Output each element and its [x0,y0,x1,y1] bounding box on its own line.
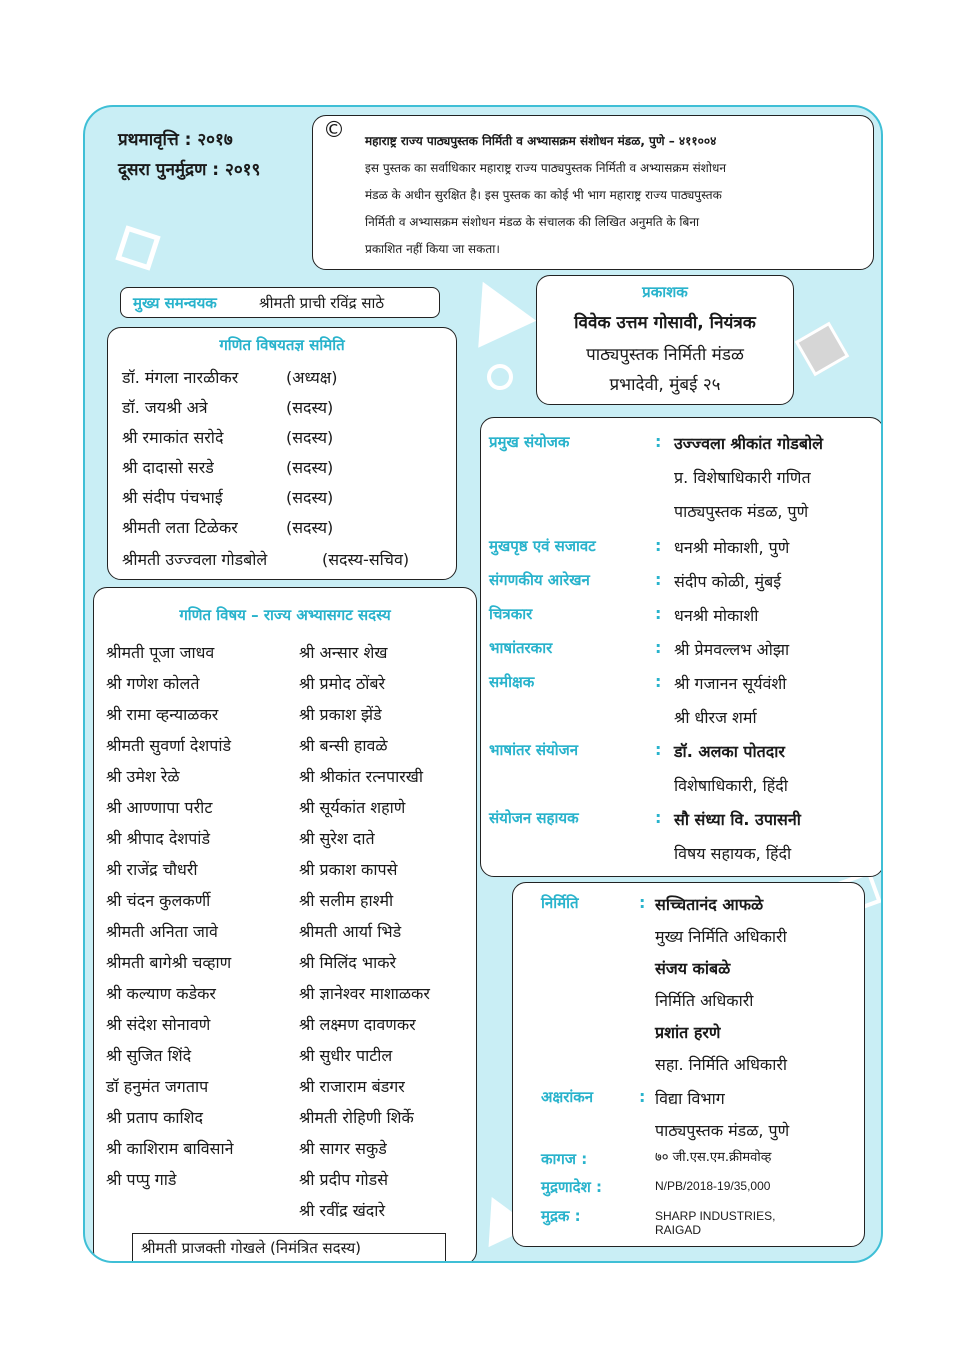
publisher-heading: प्रकाशक [642,283,688,301]
chief-convener-title: प्र. विशेषाधिकारी गणित [674,468,811,487]
study-group-member: श्री लक्ष्मण दावणकर [299,1015,416,1034]
committee-member-name: डॉ. जयश्री अत्रे [122,398,208,417]
invited-member-box [132,1233,446,1263]
study-group-member: श्री रवींद्र खंदारे [299,1201,385,1220]
study-group-member: श्रीमती पूजा जाधव [106,643,215,662]
production-title-3: सहा. निर्मिति अधिकारी [655,1055,788,1074]
page-frame [83,105,883,1263]
study-group-member: श्री कल्याण कडेकर [106,984,216,1003]
committee-box [107,327,457,580]
study-group-member: श्री सलीम हाश्मी [299,891,394,910]
decor-circle-center [487,364,513,390]
production-name-2: संजय कांबळे [655,959,731,978]
copyright-heading: महाराष्ट्र राज्य पाठ्यपुस्तक निर्मिती व अभ्यासक्रम संशोधन मंडळ, पुणे – ४११००४ [365,134,717,148]
chief-convener-org: पाठ्यपुस्तक मंडळ, पुणे [674,502,809,521]
translation-convener-title: विशेषाधिकारी, हिंदी [674,776,788,795]
invited-member: श्रीमती प्राजक्ती गोखले (निमंत्रित सदस्य) [141,1239,362,1257]
copyright-symbol: © [323,118,345,143]
committee-heading: गणित विषयतज्ञ समिति [219,336,345,354]
committee-member-name: श्रीमती उज्ज्वला गोडबोले [122,550,268,569]
study-group-member: श्री प्रकाश झेंडे [299,705,382,724]
publisher-name: विवेक उत्तम गोसावी, नियंत्रक [574,313,756,333]
typeset-value-2: पाठ्यपुस्तक मंडळ, पुणे [655,1121,790,1140]
study-group-member: श्री श्रीकांत रत्नपारखी [299,767,424,786]
copyright-line-3: निर्मिती व अभ्यासक्रम संशोधन मंडळ के संचालक की लिखित अनुमति के बिना [365,215,700,229]
committee-member-name: श्री दादासो सरडे [122,458,214,477]
study-group-member: श्री सुधीर पाटील [299,1046,393,1065]
committee-member-name: श्री रमाकांत सरोदे [122,428,224,447]
study-group-member: श्री अन्सार शेख [299,643,388,662]
illustrator-value: धनश्री मोकाशी [674,606,759,625]
production-box [512,882,865,1247]
production-title-1: मुख्य निर्मिति अधिकारी [655,927,787,946]
print-order-value: N/PB/2018-19/35,000 [655,1179,771,1193]
study-group-member: श्रीमती बागेश्री चव्हाण [106,953,232,972]
credits-colon: : [655,638,662,657]
publisher-box [536,275,794,405]
committee-member-name: डॉ. मंगला नारळीकर [122,368,239,387]
credits-colon: : [655,536,662,555]
production-colon: : [639,1087,646,1106]
credits-colon: : [655,432,662,451]
study-group-member: श्री प्रदीप गोडसे [299,1170,389,1189]
committee-member-role: (सदस्य-सचिव) [322,550,410,569]
study-group-member: श्री आण्णापा परीट [106,798,213,817]
study-group-member: श्री चंदन कुलकर्णी [106,891,211,910]
chief-convener-label: प्रमुख संयोजक [489,433,570,451]
translator-label: भाषांतरकार [489,639,553,657]
production-title-2: निर्मिति अधिकारी [655,991,754,1010]
reviewer-value-2: श्री धीरज शर्मा [674,708,757,727]
copyright-line-2: मंडळ के अधीन सुरक्षित है। इस पुस्तक का कोई भी भाग महाराष्ट्र राज्य पाठ्यपुस्तक [365,188,722,202]
study-group-member: श्री पप्पु गाडे [106,1170,177,1189]
second-reprint: दूसरा पुनर्मुद्रण : २०१९ [118,160,261,180]
translation-convener-label: भाषांतर संयोजन [489,741,579,759]
study-group-heading: गणित विषय – राज्य अभ्यासगट सदस्य [179,606,391,624]
printer-line-1: SHARP INDUSTRIES, [655,1209,776,1223]
assistant-title: विषय सहायक, हिंदी [674,844,792,863]
study-group-member: श्री राजाराम बंडगर [299,1077,405,1096]
study-group-member: श्री रामा व्हन्याळकर [106,705,219,724]
study-group-member: डॉ हनुमंत जगताप [106,1077,209,1096]
study-group-member: श्री प्रताप काशिद [106,1108,204,1127]
assistant-name: सौ संध्या वि. उपासनी [674,810,801,829]
study-group-member: श्री सुजित शिंदे [106,1046,192,1065]
decor-square-right [795,322,850,377]
computer-value: संदीप कोळी, मुंबई [674,572,782,591]
study-group-member: श्री काशिराम बाविसाने [106,1139,234,1158]
paper-label: कागज : [541,1150,588,1168]
study-group-member: श्री बन्सी हावळे [299,736,388,755]
decor-square-left [115,225,160,270]
copyright-line-1: इस पुस्तक का सर्वाधिकार महाराष्ट्र राज्य पाठ्यपुस्तक निर्मिती व अभ्यासक्रम संशोधन [365,161,726,175]
production-name-3: प्रशांत हरणे [655,1023,721,1042]
publisher-address: प्रभादेवी, मुंबई २५ [609,375,721,395]
translation-convener-name: डॉ. अलका पोतदार [674,742,785,761]
committee-member-role: (सदस्य) [286,458,334,477]
cover-label: मुखपृष्ठ एवं सजावट [489,537,596,555]
typeset-value-1: विद्या विभाग [655,1089,725,1108]
translator-value: श्री प्रेमवल्लभ ओझा [674,640,790,659]
study-group-member: श्री प्रकाश कापसे [299,860,398,879]
print-order-label: मुद्रणादेश : [541,1178,603,1196]
reviewer-value-1: श्री गजानन सूर्यवंशी [674,674,787,693]
paper-value: ७० जी.एस.एम.क्रीमवोव्ह [655,1150,772,1165]
cover-value: धनश्री मोकाशी, पुणे [674,538,790,557]
production-name-1: सच्चितानंद आफळे [655,895,764,914]
committee-member-role: (सदस्य) [286,398,334,417]
copyright-line-4: प्रकाशित नहीं किया जा सकता। [365,242,500,256]
credits-colon: : [655,604,662,623]
production-colon: : [639,893,646,912]
study-group-member: श्री सागर सकुडे [299,1139,387,1158]
credits-colon: : [655,808,662,827]
production-label: निर्मिति [541,894,579,912]
copyright-box [312,115,874,270]
first-edition: प्रथमावृत्ति : २०१७ [118,130,233,150]
decor-triangle-center [454,268,537,348]
credits-colon: : [655,672,662,691]
computer-label: संगणकीय आरेखन [489,571,590,589]
study-group-member: श्री राजेंद्र चौधरी [106,860,198,879]
committee-member-role: (अध्यक्ष) [286,368,338,387]
credits-colon: : [655,740,662,759]
study-group-member: श्री मिलिंद भाकरे [299,953,397,972]
study-group-member: श्री संदेश सोनावणे [106,1015,211,1034]
reviewer-label: समीक्षक [489,673,535,691]
printer-line-2: RAIGAD [655,1223,702,1237]
coordinator-name: श्रीमती प्राची रविंद्र साठे [259,294,385,312]
committee-member-role: (सदस्य) [286,428,334,447]
study-group-member: श्री सूर्यकांत शहाणे [299,798,406,817]
study-group-member: श्री उमेश रेळे [106,767,180,786]
study-group-member: श्रीमती रोहिणी शिर्के [299,1108,414,1127]
credits-colon: : [655,570,662,589]
study-group-member: श्री प्रमोद ठोंबरे [299,674,386,693]
study-group-member: श्री ज्ञानेश्वर माशाळकर [299,984,430,1003]
typeset-label: अक्षरांकन [541,1088,594,1106]
committee-member-role: (सदस्य) [286,488,334,507]
study-group-member: श्री गणेश कोलते [106,674,200,693]
study-group-member: श्रीमती अनिता जावे [106,922,218,941]
study-group-member: श्री श्रीपाद देशपांडे [106,829,211,848]
committee-member-role: (सदस्य) [286,518,334,537]
publisher-org: पाठ्यपुस्तक निर्मिती मंडळ [586,345,744,365]
study-group-member: श्रीमती आर्या भिडे [299,922,402,941]
committee-member-name: श्री संदीप पंचभाई [122,488,223,507]
committee-member-name: श्रीमती लता टिळेकर [122,518,238,537]
study-group-box [93,587,477,1263]
printer-label: मुद्रक : [541,1207,581,1225]
coordinator-box [120,287,440,318]
illustrator-label: चित्रकार [489,605,533,623]
study-group-member: श्रीमती सुवर्णा देशपांडे [106,736,232,755]
assistant-label: संयोजन सहायक [489,809,579,827]
credits-box [480,417,883,877]
coordinator-label: मुख्य समन्वयक [133,294,217,312]
study-group-member: श्री सुरेश दाते [299,829,375,848]
chief-convener-name: उज्ज्वला श्रीकांत गोडबोले [674,434,823,453]
